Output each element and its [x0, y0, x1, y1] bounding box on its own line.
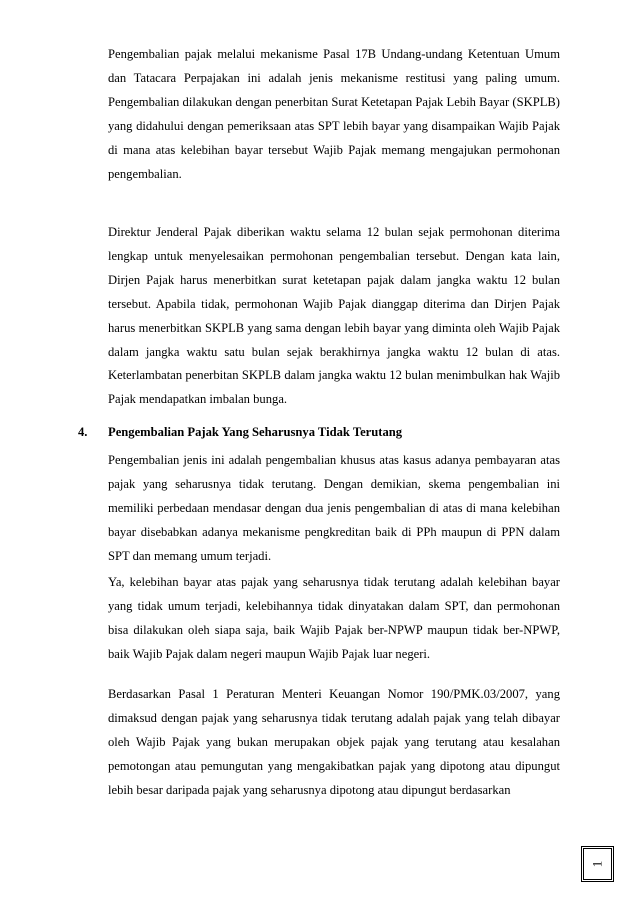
paragraph-overpayment-applicants: Ya, kelebihan bayar atas pajak yang seharusnya tidak terutang adalah kelebihan bayar yang tidak umum terjadi, kelebihannya tidak dinyatakan dalam SPT, dan permohonan bisa dilakukan oleh siapa saja, baik Wajib Pajak ber-NPWP maupun tidak ber-NPWP, baik Wajib Pajak dalam negeri maupun Wajib Pajak luar negeri. [108, 575, 560, 661]
section-number: 4. [78, 425, 88, 439]
paragraph-twelve-month-deadline: Direktur Jenderal Pajak diberikan waktu selama 12 bulan sejak permohonan diterima lengkap untuk menyelesaikan permohonan pengembalian tersebut. Dengan kata lain, Dirjen Pajak harus menerbitkan surat ketetapan pajak dalam jangka waktu 12 bulan tersebut. Apabila tidak, permohonan Wajib Pajak dianggap diterima dan Dirjen Pajak harus menerbitkan SKPLB yang sama dengan lebih bayar yang diminta oleh Wajib Pajak dalam jangka waktu satu bulan sejak berakhirnya jangka waktu 12 bulan di atas. Keterlambatan penerbitan SKPLB dalam jangka waktu 12 bulan menimbulkan hak Wajib Pajak mendapatkan imbalan bunga. [108, 225, 560, 407]
paragraph-skplb-mechanism: Pengembalian pajak melalui mekanisme Pasal 17B Undang-undang Ketentuan Umum dan Tatacara Perpajakan ini adalah jenis mekanisme restitusi yang paling umum. Pengembalian dilakukan dengan penerbitan Surat Ketetapan Pajak Lebih Bayar (SKPLB) yang didahului dengan pemeriksaan atas SPT lebih bayar yang disampaikan Wajib Pajak di mana atas kelebihan bayar tersebut Wajib Pajak memang mengajukan permohonan pengembalian. [108, 47, 560, 181]
paragraph-special-refund: Pengembalian jenis ini adalah pengembalian khusus atas kasus adanya pembayaran atas pajak yang seharusnya tidak terutang. Dengan demikian, skema pengembalian ini memiliki perbedaan mendasar dengan dua jenis pengembalian di atas di mana kelebihan bayar disebabkan adanya mekanisme pengkreditan baik di PPh maupun di PPN dalam SPT dan memang umum terjadi. [108, 453, 560, 563]
section-title: Pengembalian Pajak Yang Seharusnya Tidak Terutang [108, 425, 403, 439]
page-number-box [581, 846, 614, 882]
paragraph-pmk-definition: Berdasarkan Pasal 1 Peraturan Menteri Keuangan Nomor 190/PMK.03/2007, yang dimaksud dengan pajak yang seharusnya tidak terutang adalah pajak yang telah dibayar oleh Wajib Pajak yang bukan merupakan objek pajak yang terutang atau kesalahan pemotongan atau pemungutan yang mengakibatkan pajak yang dipotong atau dipungut lebih besar daripada pajak yang seharusnya dipotong atau dipungut berdasarkan [108, 687, 560, 797]
section-heading [78, 420, 560, 444]
page-number: 1 [589, 860, 605, 868]
